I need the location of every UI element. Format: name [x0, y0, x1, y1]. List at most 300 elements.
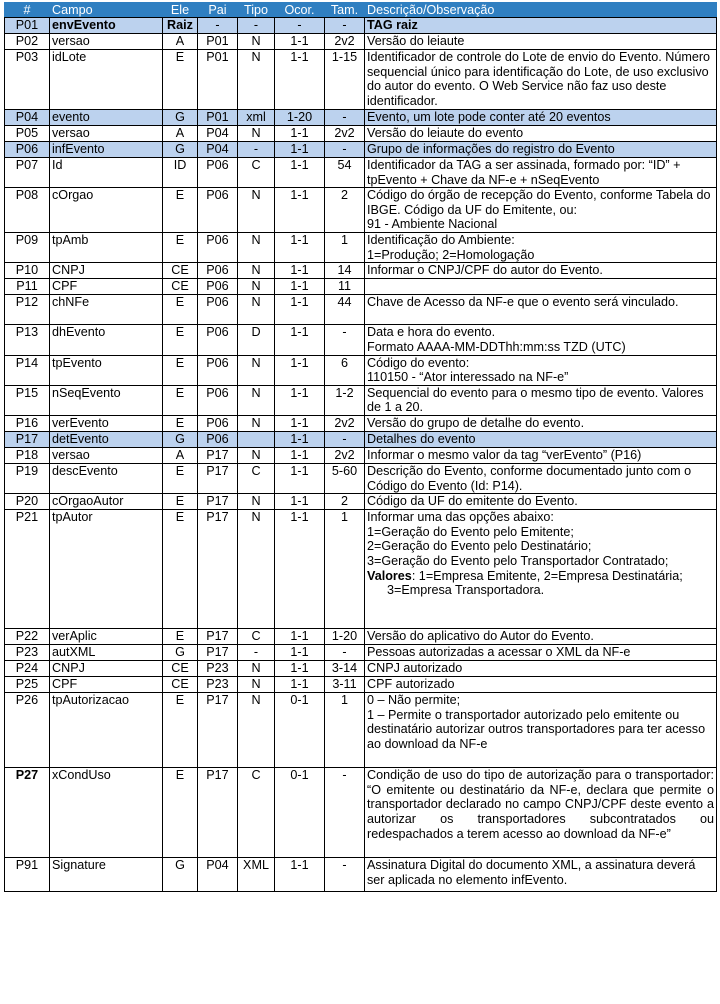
cell-ocor: 1-1: [275, 325, 325, 355]
table-row: [5, 142, 717, 158]
cell-id: P23: [5, 645, 50, 661]
column-header-tam: Tam.: [325, 3, 365, 18]
cell-pai: P23: [198, 661, 238, 677]
cell-tam: 1-20: [325, 629, 365, 645]
cell-descricao: [365, 263, 717, 279]
cell-descricao: [365, 510, 717, 629]
cell-tipo: N: [238, 494, 275, 510]
cell-ele: E: [163, 415, 198, 431]
description-line: 1=Geração do Evento pelo Emitente;: [367, 524, 574, 539]
cell-pai: P17: [198, 768, 238, 858]
cell-campo: Signature: [50, 858, 163, 892]
cell-descricao: [365, 279, 717, 295]
cell-pai: P17: [198, 494, 238, 510]
table-row: [5, 661, 717, 677]
description-line: 3=Geração do Evento pelo Transportador Contratado;: [367, 553, 669, 568]
cell-campo: tpAmb: [50, 233, 163, 263]
cell-tipo: N: [238, 263, 275, 279]
table-row: [5, 858, 717, 892]
cell-id: P91: [5, 858, 50, 892]
column-header-pai: Pai: [198, 3, 238, 18]
cell-tam: 1-15: [325, 50, 365, 110]
description-line: Sequencial do evento para o mesmo tipo de evento. Valores de 1 a 20.: [367, 385, 704, 415]
description-line: Informar uma das opções abaixo:: [367, 510, 554, 525]
table-row: [5, 677, 717, 693]
column-header-campo: Campo: [50, 3, 163, 18]
cell-ele: G: [163, 142, 198, 158]
cell-ele: E: [163, 188, 198, 233]
description-line: 0 – Não permite;: [367, 693, 461, 708]
cell-descricao: [365, 693, 717, 768]
cell-tam: -: [325, 431, 365, 447]
cell-tam: 2v2: [325, 126, 365, 142]
table-row: [5, 693, 717, 768]
description-line: Evento, um lote pode conter até 20 eventos: [367, 110, 611, 124]
cell-ele: E: [163, 768, 198, 858]
table-row: [5, 415, 717, 431]
cell-tipo: N: [238, 50, 275, 110]
cell-ele: CE: [163, 677, 198, 693]
cell-ele: E: [163, 50, 198, 110]
description-line: Assinatura Digital do documento XML, a assinatura deverá ser aplicada no elemento infEvento.: [367, 858, 696, 887]
cell-descricao: [365, 677, 717, 693]
cell-tam: -: [325, 645, 365, 661]
cell-ocor: 1-1: [275, 263, 325, 279]
cell-tipo: D: [238, 325, 275, 355]
cell-campo: descEvento: [50, 463, 163, 493]
table-row: [5, 629, 717, 645]
cell-ocor: 1-1: [275, 385, 325, 415]
cell-campo: verEvento: [50, 415, 163, 431]
cell-ocor: 0-1: [275, 768, 325, 858]
cell-descricao: [365, 50, 717, 110]
cell-descricao: [365, 18, 717, 34]
table-row: [5, 510, 717, 629]
cell-tam: -: [325, 110, 365, 126]
description-line: Informar o CNPJ/CPF do autor do Evento.: [367, 263, 603, 278]
cell-tipo: N: [238, 34, 275, 50]
cell-tipo: N: [238, 693, 275, 768]
table-row: [5, 295, 717, 325]
cell-ocor: 1-1: [275, 661, 325, 677]
cell-tam: 14: [325, 263, 365, 279]
table-row: [5, 645, 717, 661]
cell-ocor: 1-20: [275, 110, 325, 126]
description-line: 110150 - “Ator interessado na NF-e”: [367, 370, 569, 385]
table-row: [5, 279, 717, 295]
cell-pai: P01: [198, 110, 238, 126]
description-line: Identificador de controle do Lote de envio do Evento. Número sequencial único para identificação do Lote, de uso exclusivo do autor do evento. O Web Service não faz uso deste identificador.: [367, 50, 711, 108]
cell-id: P10: [5, 263, 50, 279]
cell-ele: A: [163, 34, 198, 50]
cell-campo: xCondUso: [50, 768, 163, 858]
valores-line: [367, 569, 714, 598]
cell-pai: P04: [198, 142, 238, 158]
cell-ele: E: [163, 494, 198, 510]
cell-ocor: 1-1: [275, 142, 325, 158]
table-body: [5, 18, 717, 892]
cell-descricao: [365, 463, 717, 493]
table-row: [5, 18, 717, 34]
cell-ocor: 1-1: [275, 279, 325, 295]
cell-id: P27: [5, 768, 50, 858]
cell-tam: 2v2: [325, 447, 365, 463]
cell-campo: evento: [50, 110, 163, 126]
description-line: Grupo de informações do registro do Evento: [367, 142, 615, 156]
cell-id: P06: [5, 142, 50, 158]
cell-descricao: [365, 142, 717, 158]
description-line: Descrição do Evento, conforme documentado junto com o Código do Evento (Id: P14).: [367, 463, 692, 493]
cell-ele: E: [163, 233, 198, 263]
cell-id: P07: [5, 158, 50, 188]
cell-tam: 3-14: [325, 661, 365, 677]
description-line: 2=Geração do Evento pelo Destinatário;: [367, 539, 592, 554]
cell-descricao: [365, 233, 717, 263]
cell-descricao: [365, 447, 717, 463]
cell-pai: P04: [198, 858, 238, 892]
description-line: Versão do leiaute do evento: [367, 126, 524, 140]
cell-campo: tpEvento: [50, 355, 163, 385]
cell-descricao: [365, 661, 717, 677]
cell-id: P01: [5, 18, 50, 34]
cell-pai: P06: [198, 325, 238, 355]
cell-descricao: [365, 355, 717, 385]
table-row: [5, 325, 717, 355]
cell-id: P03: [5, 50, 50, 110]
cell-tam: 54: [325, 158, 365, 188]
cell-id: P05: [5, 126, 50, 142]
cell-tipo: C: [238, 629, 275, 645]
cell-id: P09: [5, 233, 50, 263]
cell-tipo: xml: [238, 110, 275, 126]
cell-id: P16: [5, 415, 50, 431]
cell-ele: CE: [163, 661, 198, 677]
cell-id: P25: [5, 677, 50, 693]
cell-id: P24: [5, 661, 50, 677]
table-row: [5, 494, 717, 510]
cell-descricao: [365, 158, 717, 188]
cell-descricao: [365, 645, 717, 661]
cell-tipo: N: [238, 510, 275, 629]
description-line: CNPJ autorizado: [367, 661, 463, 676]
cell-id: P14: [5, 355, 50, 385]
cell-tam: 2v2: [325, 34, 365, 50]
cell-campo: CNPJ: [50, 661, 163, 677]
cell-tam: 5-60: [325, 463, 365, 493]
cell-tam: 1-2: [325, 385, 365, 415]
cell-descricao: [365, 385, 717, 415]
cell-descricao: [365, 768, 717, 858]
cell-tipo: N: [238, 385, 275, 415]
cell-pai: P06: [198, 385, 238, 415]
description-line: Versão do aplicativo do Autor do Evento.: [367, 629, 594, 644]
cell-descricao: [365, 494, 717, 510]
cell-id: P15: [5, 385, 50, 415]
cell-pai: P17: [198, 693, 238, 768]
cell-id: P18: [5, 447, 50, 463]
cell-tam: 1: [325, 510, 365, 629]
cell-tam: 2v2: [325, 415, 365, 431]
description-line: Pessoas autorizadas a acessar o XML da NF-e: [367, 645, 631, 660]
cell-tam: 44: [325, 295, 365, 325]
column-header-ocor: Ocor.: [275, 3, 325, 18]
cell-descricao: [365, 325, 717, 355]
valores-text: : 1=Empresa Emitente, 2=Empresa Destinatária; 3=Empresa Transportadora.: [387, 568, 683, 598]
cell-ocor: 1-1: [275, 50, 325, 110]
cell-tam: 1: [325, 233, 365, 263]
cell-pai: P17: [198, 510, 238, 629]
cell-tam: 2: [325, 188, 365, 233]
cell-descricao: [365, 415, 717, 431]
cell-campo: detEvento: [50, 431, 163, 447]
cell-tipo: C: [238, 463, 275, 493]
cell-ele: E: [163, 385, 198, 415]
cell-tipo: -: [238, 645, 275, 661]
cell-descricao: [365, 34, 717, 50]
cell-campo: tpAutorizacao: [50, 693, 163, 768]
table-row: [5, 50, 717, 110]
description-line: Código da UF do emitente do Evento.: [367, 494, 578, 509]
cell-ele: G: [163, 110, 198, 126]
schema-table: [4, 2, 717, 892]
cell-descricao: [365, 858, 717, 892]
table-row: [5, 126, 717, 142]
cell-tipo: N: [238, 415, 275, 431]
cell-tipo: [238, 431, 275, 447]
cell-tipo: -: [238, 142, 275, 158]
cell-pai: P06: [198, 355, 238, 385]
cell-descricao: [365, 431, 717, 447]
description-line: 91 - Ambiente Nacional: [367, 217, 498, 232]
cell-ele: E: [163, 629, 198, 645]
description-line: CPF autorizado: [367, 677, 455, 692]
table-row: [5, 768, 717, 858]
cell-ele: E: [163, 463, 198, 493]
cell-ele: E: [163, 295, 198, 325]
cell-campo: autXML: [50, 645, 163, 661]
cell-ocor: 1-1: [275, 677, 325, 693]
cell-ele: G: [163, 431, 198, 447]
cell-tam: -: [325, 768, 365, 858]
cell-tam: -: [325, 18, 365, 34]
cell-id: P26: [5, 693, 50, 768]
table-row: [5, 431, 717, 447]
cell-campo: infEvento: [50, 142, 163, 158]
cell-id: P22: [5, 629, 50, 645]
table-row: [5, 188, 717, 233]
cell-pai: P06: [198, 158, 238, 188]
description-line: Identificador da TAG a ser assinada, formado por: “ID” + tpEvento + Chave da NF-e + nSeqEvento: [367, 158, 681, 187]
cell-ocor: 1-1: [275, 233, 325, 263]
cell-tipo: C: [238, 768, 275, 858]
cell-campo: CNPJ: [50, 263, 163, 279]
cell-ocor: 1-1: [275, 494, 325, 510]
description-line: Chave de Acesso da NF-e que o evento será vinculado.: [367, 295, 679, 310]
cell-campo: CPF: [50, 279, 163, 295]
cell-ele: Raiz: [163, 18, 198, 34]
table-row: [5, 385, 717, 415]
description-line: Condição de uso do tipo de autorização para o transportador: “O emitente ou destinatário da NF-e, declara que permite o transportador declarado no campo CNPJ/CPF deste evento a autorizar os transportadores subcontratados ou redespachados a terem acesso ao download da NF-e”: [367, 768, 714, 841]
cell-campo: nSeqEvento: [50, 385, 163, 415]
cell-descricao: [365, 188, 717, 233]
cell-tam: 11: [325, 279, 365, 295]
cell-tam: 2: [325, 494, 365, 510]
cell-pai: P06: [198, 188, 238, 233]
cell-id: P20: [5, 494, 50, 510]
cell-ele: CE: [163, 263, 198, 279]
header-row: [5, 3, 717, 18]
table-row: [5, 463, 717, 493]
cell-ocor: 1-1: [275, 431, 325, 447]
cell-descricao: [365, 110, 717, 126]
cell-tipo: N: [238, 295, 275, 325]
cell-id: P12: [5, 295, 50, 325]
cell-ocor: 1-1: [275, 355, 325, 385]
cell-tam: 6: [325, 355, 365, 385]
cell-pai: P06: [198, 431, 238, 447]
cell-tipo: N: [238, 188, 275, 233]
column-header-ele: Ele: [163, 3, 198, 18]
column-header-tipo: Tipo: [238, 3, 275, 18]
description-line: Código do evento:: [367, 355, 470, 370]
cell-id: P19: [5, 463, 50, 493]
cell-tipo: N: [238, 279, 275, 295]
cell-pai: P06: [198, 295, 238, 325]
cell-descricao: [365, 295, 717, 325]
cell-id: P11: [5, 279, 50, 295]
cell-campo: verAplic: [50, 629, 163, 645]
cell-ele: E: [163, 510, 198, 629]
cell-pai: P01: [198, 50, 238, 110]
cell-campo: tpAutor: [50, 510, 163, 629]
cell-ocor: 1-1: [275, 645, 325, 661]
cell-id: P02: [5, 34, 50, 50]
cell-tipo: XML: [238, 858, 275, 892]
cell-ocor: 1-1: [275, 463, 325, 493]
cell-campo: dhEvento: [50, 325, 163, 355]
cell-tipo: C: [238, 158, 275, 188]
cell-pai: P06: [198, 263, 238, 279]
cell-ele: A: [163, 126, 198, 142]
cell-ocor: 1-1: [275, 629, 325, 645]
cell-tipo: N: [238, 355, 275, 385]
cell-id: P04: [5, 110, 50, 126]
table-row: [5, 263, 717, 279]
description-line: Código do órgão de recepção do Evento, conforme Tabela do IBGE. Código da UF do Emitente, ou:: [367, 188, 711, 217]
description-line: 1=Produção; 2=Homologação: [367, 247, 535, 262]
cell-tam: 3-11: [325, 677, 365, 693]
table-row: [5, 158, 717, 188]
cell-pai: P06: [198, 415, 238, 431]
cell-campo: cOrgaoAutor: [50, 494, 163, 510]
table-row: [5, 110, 717, 126]
cell-ele: E: [163, 693, 198, 768]
description-line: TAG raiz: [367, 18, 418, 32]
cell-ocor: 1-1: [275, 295, 325, 325]
cell-ocor: 0-1: [275, 693, 325, 768]
cell-campo: versao: [50, 126, 163, 142]
cell-ocor: 1-1: [275, 415, 325, 431]
description-line: Data e hora do evento.: [367, 325, 496, 340]
cell-campo: envEvento: [50, 18, 163, 34]
cell-campo: idLote: [50, 50, 163, 110]
cell-pai: P17: [198, 645, 238, 661]
table-row: [5, 447, 717, 463]
valores-label: Valores: [367, 568, 412, 583]
cell-pai: P06: [198, 233, 238, 263]
description-line: Detalhes do evento: [367, 431, 476, 446]
cell-tam: -: [325, 858, 365, 892]
cell-tipo: N: [238, 447, 275, 463]
cell-ele: ID: [163, 158, 198, 188]
cell-tipo: N: [238, 126, 275, 142]
cell-ocor: -: [275, 18, 325, 34]
cell-ele: E: [163, 325, 198, 355]
cell-id: P21: [5, 510, 50, 629]
cell-tipo: N: [238, 661, 275, 677]
cell-pai: -: [198, 18, 238, 34]
cell-ocor: 1-1: [275, 126, 325, 142]
cell-campo: Id: [50, 158, 163, 188]
cell-id: P17: [5, 431, 50, 447]
table-row: [5, 34, 717, 50]
cell-pai: P17: [198, 629, 238, 645]
column-header-id: #: [5, 3, 50, 18]
cell-ocor: 1-1: [275, 34, 325, 50]
cell-ele: A: [163, 447, 198, 463]
cell-ele: G: [163, 858, 198, 892]
cell-tam: 1: [325, 693, 365, 768]
description-line: Informar o mesmo valor da tag “verEvento” (P16): [367, 447, 642, 462]
description-line: Identificação do Ambiente:: [367, 233, 515, 248]
cell-pai: P01: [198, 34, 238, 50]
cell-tipo: N: [238, 677, 275, 693]
cell-campo: versao: [50, 447, 163, 463]
cell-pai: P23: [198, 677, 238, 693]
cell-pai: P17: [198, 463, 238, 493]
table-row: [5, 355, 717, 385]
cell-ele: E: [163, 355, 198, 385]
cell-campo: CPF: [50, 677, 163, 693]
cell-pai: P17: [198, 447, 238, 463]
cell-campo: cOrgao: [50, 188, 163, 233]
description-line: Versão do grupo de detalhe do evento.: [367, 415, 585, 430]
description-line: 1 – Permite o transportador autorizado pelo emitente ou destinatário autorizar outros transportadores para ter acesso ao download da NF-e: [367, 707, 706, 751]
cell-ocor: 1-1: [275, 447, 325, 463]
cell-ele: CE: [163, 279, 198, 295]
cell-tam: -: [325, 142, 365, 158]
cell-tipo: N: [238, 233, 275, 263]
description-line: Formato AAAA-MM-DDThh:mm:ss TZD (UTC): [367, 339, 626, 354]
table-row: [5, 233, 717, 263]
cell-ele: G: [163, 645, 198, 661]
column-header-descricao: Descrição/Observação: [365, 3, 717, 18]
cell-campo: chNFe: [50, 295, 163, 325]
cell-tam: -: [325, 325, 365, 355]
cell-id: P13: [5, 325, 50, 355]
description-line: Versão do leiaute: [367, 34, 465, 48]
cell-descricao: [365, 126, 717, 142]
cell-pai: P04: [198, 126, 238, 142]
cell-ocor: 1-1: [275, 188, 325, 233]
cell-ocor: 1-1: [275, 158, 325, 188]
cell-descricao: [365, 629, 717, 645]
cell-tipo: -: [238, 18, 275, 34]
cell-pai: P06: [198, 279, 238, 295]
cell-ocor: 1-1: [275, 510, 325, 629]
cell-campo: versao: [50, 34, 163, 50]
cell-id: P08: [5, 188, 50, 233]
